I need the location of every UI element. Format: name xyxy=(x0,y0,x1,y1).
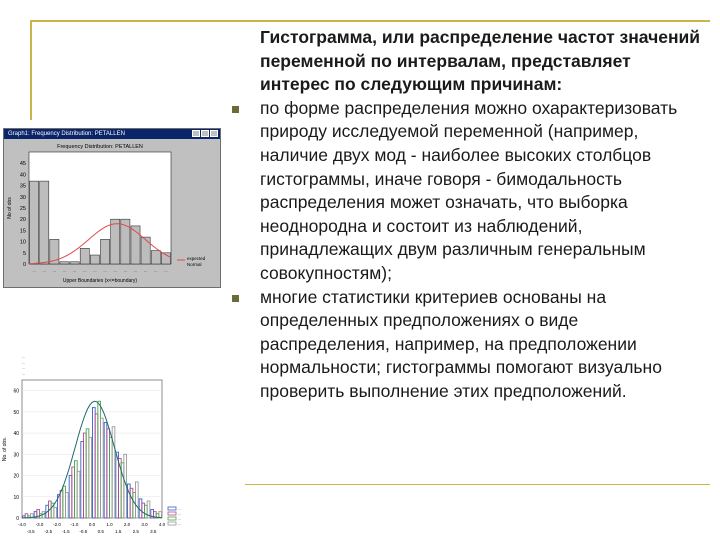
x-tick-label: ... xyxy=(52,268,57,273)
x-tick-label: ... xyxy=(143,268,148,273)
legend-label: ... xyxy=(178,521,182,526)
histogram-bar xyxy=(70,262,79,264)
intro-text: Гистограмма, или распределение частот значений переменной по интервалам, представляет интерес по следующим причинам: xyxy=(260,27,701,95)
x-tick-label: -2.5 xyxy=(44,529,53,534)
x-axis-label: Upper Boundaries (x<=boundary) xyxy=(62,278,138,284)
y-axis-label: No. of obs. xyxy=(2,436,8,462)
legend-expected: expected xyxy=(187,256,206,261)
x-tick-label: ... xyxy=(42,268,46,273)
histogram-bar xyxy=(101,239,110,264)
x-tick-label: -2.0 xyxy=(53,522,61,527)
header-caption: ... xyxy=(22,370,26,376)
histogram-bar xyxy=(80,248,89,264)
legend-swatch xyxy=(168,512,176,515)
y-tick-label: 15 xyxy=(19,228,26,235)
histogram-window xyxy=(3,128,221,288)
x-tick-label: -4.0 xyxy=(18,522,26,527)
normal-fit-chart xyxy=(0,352,245,538)
y-tick-label: 10 xyxy=(13,494,19,501)
bullet-square-icon xyxy=(232,106,239,113)
x-tick-label: -1.5 xyxy=(61,529,70,534)
y-tick-label: 40 xyxy=(13,431,19,438)
y-tick-label: 5 xyxy=(22,250,26,257)
x-tick-label: 0.0 xyxy=(88,522,96,527)
legend-swatch xyxy=(168,522,176,525)
x-tick-label: ... xyxy=(154,268,158,273)
window-title: Graph1: Frequency Distribution: PETALLEN xyxy=(4,129,220,139)
x-tick-label: -3.0 xyxy=(35,522,44,527)
y-tick-label: 50 xyxy=(13,409,19,416)
histogram-bar xyxy=(111,219,120,264)
window-controls xyxy=(192,130,218,137)
histogram-bar xyxy=(30,181,39,264)
decor-left-line xyxy=(30,20,32,120)
x-tick-label: ... xyxy=(32,268,36,273)
bullet-text: многие статистики критериев основаны на определенных предположениях о виде распределения, например, на предположении нормальности; гистограммы помогают визуально проверить выполнение этих предположений. xyxy=(260,286,662,401)
bullet-item xyxy=(232,97,702,286)
y-tick-label: 30 xyxy=(19,194,26,201)
x-tick-label: 2.5 xyxy=(132,529,139,534)
y-tick-label: 60 xyxy=(13,388,19,395)
x-tick-label: -0.5 xyxy=(79,529,88,534)
decor-top-line xyxy=(30,20,710,22)
x-tick-label: ... xyxy=(83,268,87,273)
y-tick-label: 25 xyxy=(19,206,26,212)
bullet-square-icon xyxy=(232,295,239,302)
x-tick-label: ... xyxy=(123,268,128,273)
x-tick-label: 1.5 xyxy=(115,529,122,534)
header-caption: ... xyxy=(22,354,26,359)
x-tick-label: 2.0 xyxy=(123,522,131,527)
x-tick-label: ... xyxy=(113,268,117,273)
y-axis-label: No of obs xyxy=(7,197,13,219)
x-tick-label: -1.0 xyxy=(70,522,79,527)
bullet-item xyxy=(232,286,702,404)
y-tick-label: 45 xyxy=(19,161,26,168)
histogram-bar xyxy=(151,251,160,264)
x-tick-label: 1.0 xyxy=(106,522,113,527)
minimize-icon[interactable] xyxy=(192,130,200,137)
y-tick-label: 40 xyxy=(19,172,26,179)
maximize-icon[interactable] xyxy=(201,130,209,137)
x-tick-label: 0.5 xyxy=(97,529,104,534)
legend-label: ... xyxy=(178,516,182,521)
slide-text xyxy=(232,26,702,404)
y-tick-label: 0 xyxy=(16,516,19,522)
x-tick-label: 3.5 xyxy=(150,529,157,534)
histogram-bar xyxy=(141,237,150,264)
legend-label: ... xyxy=(178,506,182,511)
x-tick-label: ... xyxy=(103,268,107,273)
x-tick-label: -3.5 xyxy=(26,529,35,534)
window-content xyxy=(5,140,219,286)
x-tick-label: 4.0 xyxy=(158,522,166,527)
legend-swatch xyxy=(168,507,176,510)
legend-label: ... xyxy=(178,511,182,516)
x-tick-label: ... xyxy=(164,268,168,273)
histogram-chart xyxy=(5,140,219,286)
y-tick-label: 30 xyxy=(13,452,19,459)
decor-bottom-line xyxy=(245,484,710,485)
plot-area xyxy=(22,380,162,518)
y-tick-label: 35 xyxy=(19,183,26,190)
histogram-bar xyxy=(60,262,69,264)
y-tick-label: 10 xyxy=(19,239,26,246)
x-tick-label: ... xyxy=(133,268,138,273)
x-tick-label: ... xyxy=(93,268,97,273)
legend-normal: Normal xyxy=(187,262,202,267)
header-caption: ... xyxy=(22,359,26,365)
histogram-bar xyxy=(90,255,99,264)
histogram-bar xyxy=(40,181,49,264)
bullet-text: по форме распределения можно охарактеризовать природу исследуемой переменной (например, наличие двух мод - наиболее высоких столбцов гистограммы, иначе говоря - бимодальность распределения может означать, что выборка неоднородна и состоит из наблюдений, принадлежащих двум различным генеральным совокупностям); xyxy=(260,97,678,283)
y-tick-label: 20 xyxy=(19,217,26,224)
x-tick-label: 3.0 xyxy=(141,522,148,527)
x-tick-label: ... xyxy=(62,268,67,273)
y-tick-label: 20 xyxy=(13,473,19,480)
y-tick-label: 0 xyxy=(22,262,26,268)
header-caption: ... xyxy=(22,365,26,370)
close-icon[interactable] xyxy=(210,130,218,137)
legend-swatch xyxy=(168,517,176,520)
chart-title: Frequency Distribution: PETALLEN xyxy=(57,144,143,150)
x-tick-label: ... xyxy=(72,268,77,273)
